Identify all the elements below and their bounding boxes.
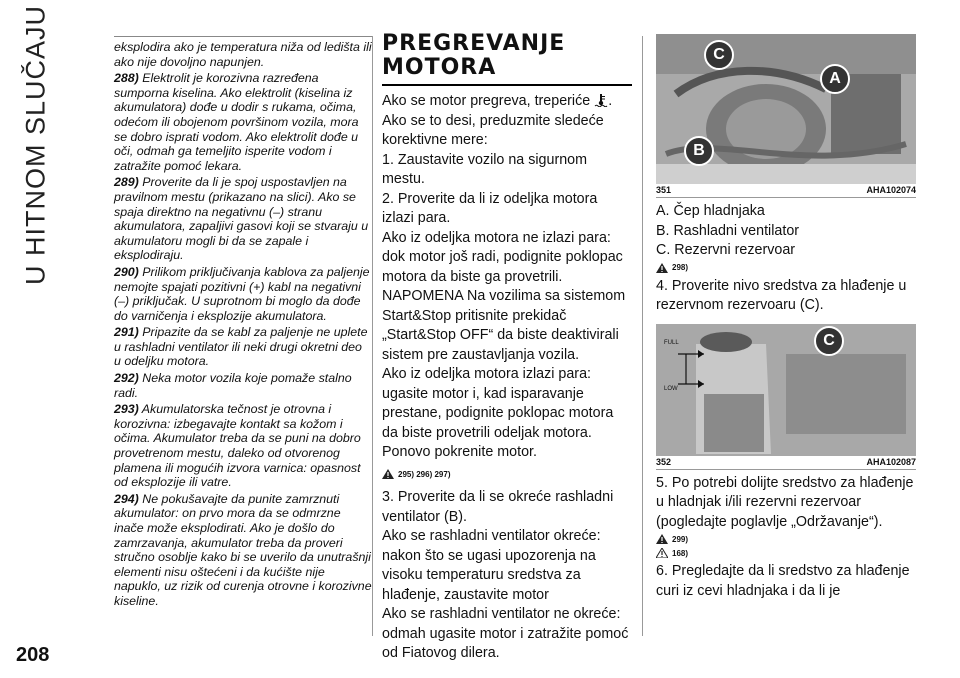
column-divider xyxy=(642,36,643,636)
section-title xyxy=(14,4,58,286)
warning-triangle-icon xyxy=(382,469,394,479)
section-heading: PREGREVANJE MOTORA xyxy=(382,31,566,80)
engine-bay-figure xyxy=(656,34,916,184)
coolant-reservoir-illustration xyxy=(656,324,916,456)
warning-item: eksplodira ako je temperatura niža od ledišta ili ako nije dovoljno napunjen. xyxy=(114,40,372,69)
body-text: Ako se motor pregreva, treperiće . Ako se to desi, preduzmite sledeće korektivne mere: 1. Zaustavite vozilo na sigurnom mestu. 2. Proverite da li iz odeljka motora izlazi para. Ako iz odeljka motora ne izlazi para: dok motor još radi, podignite poklopac motora da biste ga provetrili. NAPOMENA Na vozilima sa sistemom Start&Stop pritisnite prekidač „Start&Stop OFF“ da biste deaktivirali sistem pre zaustavljanja vozila. Ako iz odeljka motora izlazi para: ugasite motor i, kad isparavanje prestane, podignite poklopac motora da biste provetrili odeljak motora. Ponovo pokrenite motor. 295) 296) 297) 3. Proverite da li se okreće rashladni ventilator (B). Ako se rashladni ventilator okreće: nakon što se ugasi upozorenja na visoku temperaturu sredstva za hlađenje, zaustavite motor Ako se rashladni ventilator ne okreće: odmah ugasite motor i zatražite pomoć od Fiatovog dilera. xyxy=(382,92,632,664)
coolant-reservoir-figure xyxy=(656,324,916,456)
figure-legend: A. Čep hladnjaka B. Rashladni ventilator C. Rezervni rezervoar xyxy=(656,203,800,258)
full-mark-label: FULL xyxy=(664,339,679,346)
warning-item: 288) Elektrolit je korozivna razređena sumporna kiselina. Ako elektrolit (kiselina iz akumulatora) dođe u dodir s rukama, očima, odećom ili obojenom površinom vozila, mora se dobro isprati vodom. Ako elektrolit dođe u oči, odmah ga temeljito isperite vodom i zatražite pomoć lekara. xyxy=(114,71,359,173)
warning-item: 294) Ne pokušavajte da punite zamrznuti akumulator: on prvo mora da se odmrzne inače može eksplodirati. Ako je došlo do zamrzavanja, akumulator treba da proveri stručno osoblje kako bi se uverilo da unutrašnji elementi nisu oštećeni i da kućište nije napuklo, uz rizik od curenja otrovne i korozivne kiseline. xyxy=(114,491,372,608)
warning-triangle-icon xyxy=(656,263,668,273)
callout-b: B xyxy=(684,136,714,166)
info-references: 168) xyxy=(656,548,916,558)
warning-item: 289) Proverite da li je spoj uspostavljen na pravilnom mestu (prikazano na slici). Ako se spaja direktno na negativnu (–) stranu akumulatora, zapaljivi gasovi koji se stvaraju u akumulatoru mogli bi da se zapale i eksplodiraju. xyxy=(114,175,369,263)
column-top-rule xyxy=(114,36,372,37)
callout-c: C xyxy=(814,326,844,356)
coolant-temperature-warning-icon xyxy=(594,93,608,107)
figures-column: C A B 351 AHA102074 A. Čep hladnjaka B. Rashladni ventilator C. Rezervni rezervoar 298) 4. Proverite nivo sredstva za hlađenje u rezervnom rezervoaru (C). FULL LOW C 352 AHA102087 5. Po potrebi dolijte sredstvo za hlađenje u hladnjak i/ili rezervni rezervoar (pogledajte poglavlje „Održavanje“). 299) 168) 6. Pregledajte da li sredstvo za hlađenje curi iz cevi hladnjaka i da li je xyxy=(656,34,916,601)
figure-caption: 352 AHA102087 xyxy=(656,456,916,470)
column-divider xyxy=(372,36,373,636)
warning-item: 292) Neka motor vozila koje pomaže stalno radi. xyxy=(114,371,352,400)
callout-a: A xyxy=(820,64,850,94)
warning-references: 298) xyxy=(656,263,916,273)
warning-triangle-icon xyxy=(656,534,668,544)
heading-rule xyxy=(382,84,632,86)
warning-references: 299) xyxy=(656,534,916,544)
warning-item: 290) Prilikom priključivanja kablova za paljenje nemojte spajati pozitivni (+) kabl na negativni (–) priključak. U suprotnom bi moglo da dođe do varničenja i eksplozije akumulatora. xyxy=(114,264,370,323)
warning-item: 291) Pripazite da se kabl za paljenje ne uplete u rashladni ventilator ili neki drugi okretni deo u odeljku motora. xyxy=(114,325,368,369)
info-triangle-icon xyxy=(656,548,668,558)
warning-references: 295) 296) 297) xyxy=(382,465,632,485)
callout-c: C xyxy=(704,40,734,70)
low-mark-label: LOW xyxy=(664,385,678,392)
warnings-column xyxy=(114,40,372,611)
main-column xyxy=(382,32,632,664)
warning-item: 293) Akumulatorska tečnost je otrovna i korozivna: izbegavajte kontakt sa kožom i očima. Akumulator treba da se puni na dobro provetrenom mestu, daleko od otvorenog plamena ili mogućih izvora varnica: opasnost od eksplozije ili vatre. xyxy=(114,402,361,490)
figure-caption: 351 AHA102074 xyxy=(656,184,916,198)
section-title-text: U HITNOM SLUČAJU xyxy=(20,4,51,286)
page-number: 208 xyxy=(16,644,50,666)
